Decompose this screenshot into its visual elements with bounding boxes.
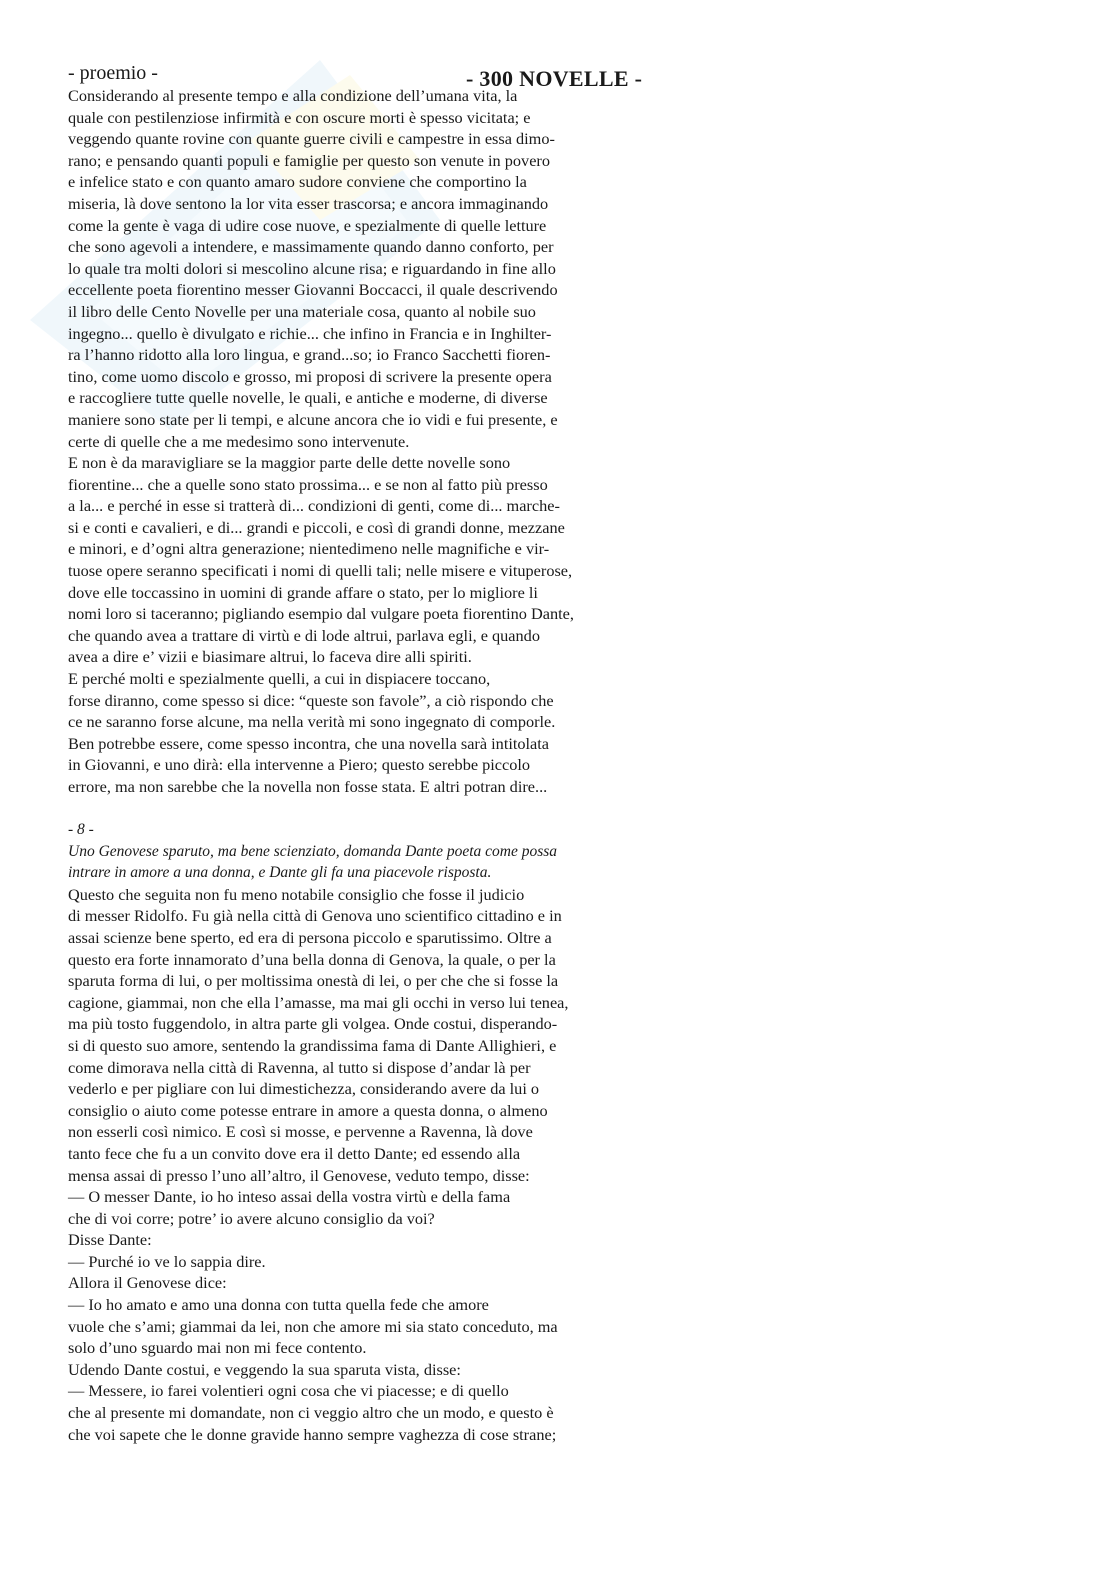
text-line: mensa assai di presso l’uno all’altro, il Genovese, veduto tempo, disse:	[68, 1165, 530, 1185]
text-line: e raccogliere tutte quelle novelle, le quali, e antiche e moderne, di diverse	[68, 388, 548, 408]
text-line: rano; e pensando quanti populi e famiglie per questo son venute in povero	[68, 150, 550, 170]
text-line: errore, ma non sarebbe che la novella non fosse stata. E altri potran dire...	[68, 777, 548, 796]
text-line: Udendo Dante costui, e veggendo la sua sparuta vista, disse:	[68, 1359, 461, 1379]
text-line: che voi sapete che le donne gravide hanno sempre vaghezza di cose strane;	[68, 1424, 557, 1444]
text-line: tuose opere seranno specificati i nomi di quelli tali; nelle misere e vituperose,	[68, 561, 573, 581]
text-line: che quando avea a trattare di virtù e di lode altrui, parlava egli, e quando	[68, 625, 540, 645]
text-line: lo quale tra molti dolori si mescolino alcune risa; e riguardando in fine allo	[68, 258, 556, 278]
text-line: vuole che s’ami; giammai da lei, non che amore mi sia stato conceduto, ma	[68, 1316, 558, 1336]
text-line: e infelice stato e con quanto amaro sudore conviene che comportino la	[68, 172, 527, 192]
text-line: certe di quelle che a me medesimo sono intervenute.	[68, 431, 410, 451]
text-line: questo era forte innamorato d’una bella donna di Genova, la quale, o per la	[68, 949, 556, 969]
text-line: e minori, e d’ogni altra generazione; nientedimeno nelle magnifiche e vir-	[68, 539, 550, 559]
text-line: assai scienze bene sperto, ed era di persona piccolo e sparutissimo. Oltre a	[68, 927, 552, 947]
text-line: che sono agevoli a intendere, e massimamente quando danno conforto, per	[68, 237, 554, 257]
text-line: vederlo e per pigliare con lui dimestichezza, considerando avere da lui o	[68, 1079, 540, 1099]
text-line: — O messer Dante, io ho inteso assai della vostra virtù e della fama	[68, 1187, 511, 1207]
text-line: E perché molti e spezialmente quelli, a cui in dispiacere toccano,	[68, 669, 491, 689]
section-label-proemio: - proemio -	[68, 62, 158, 84]
text-line: nomi loro si taceranno; pigliando esempio dal vulgare poeta fiorentino Dante,	[68, 604, 574, 624]
proemio-text	[68, 85, 688, 798]
text-line: non esserli così nimico. E così si mosse, e pervenne a Ravenna, là dove	[68, 1122, 533, 1142]
text-line: consiglio o aiuto come potesse entrare in amore a questa donna, o almeno	[68, 1100, 548, 1120]
text-line: che al presente mi domandate, non ci veggio altro che un modo, e questo è	[68, 1403, 554, 1423]
text-line: Ben potrebbe essere, come spesso incontra, che una novella sarà intitolata	[68, 733, 550, 753]
text-line: forse diranno, come spesso si dice: “queste son favole”, a ciò rispondo che	[68, 690, 554, 710]
text-line: — Messere, io farei volentieri ogni cosa che vi piacesse; e di quello	[68, 1381, 509, 1401]
text-line: solo d’uno sguardo mai non mi fece contento.	[68, 1338, 367, 1358]
proemio-section	[68, 62, 688, 798]
page-title: - 300 NOVELLE -	[466, 66, 643, 91]
text-line: che di voi corre; potre’ io avere alcuno consiglio da voi?	[68, 1208, 435, 1228]
text-line: di messer Ridolfo. Fu già nella città di Genova uno scientifico cittadino e in	[68, 906, 562, 926]
text-line: Disse Dante:	[68, 1230, 152, 1250]
text-line: E non è da maravigliare se la maggior parte delle dette novelle sono	[68, 453, 511, 473]
text-line: tino, come uomo discolo e grosso, mi proposi di scrivere la presente opera	[68, 366, 552, 386]
text-line: ce ne saranno forse alcune, ma nella verità mi sono ingegnato di comporle.	[68, 712, 556, 732]
text-line: dove elle toccassino in uomini di grande affare o stato, per lo migliore li	[68, 582, 538, 602]
text-line: — Io ho amato e amo una donna con tutta quella fede che amore	[68, 1295, 489, 1315]
novella-text	[68, 884, 688, 1445]
text-line: cagione, giammai, non che ella l’amasse, ma mai gli occhi in verso lui tenea,	[68, 992, 569, 1012]
text-line: Allora il Genovese dice:	[68, 1273, 227, 1293]
text-line: ma più tosto fuggendolo, in altra parte gli volgea. Onde costui, disperando-	[68, 1014, 558, 1034]
text-line: ingegno... quello è divulgato e richie... che infino in Francia e in Inghilter-	[68, 323, 552, 343]
novella-8-section	[68, 818, 688, 1446]
text-line: come la gente è vaga di udire cose nuove, e spezialmente di quelle letture	[68, 215, 547, 235]
text-line: come dimorava nella città di Ravenna, al tutto si dispose d’andar là per	[68, 1057, 531, 1077]
text-line: ra l’hanno ridotto alla loro lingua, e grand...so; io Franco Sacchetti fioren-	[68, 345, 551, 365]
text-line: si di questo suo amore, sentendo la grandissima fama di Dante Allighieri, e	[68, 1035, 557, 1055]
text-line: eccellente poeta fiorentino messer Giovanni Boccacci, il quale descrivendo	[68, 280, 558, 300]
text-line: veggendo quante rovine con quante guerre civili e campestre in essa dimo-	[68, 129, 555, 149]
text-line: Considerando al presente tempo e alla condizione dell’umana vita, la	[68, 86, 518, 105]
section-spacer	[68, 798, 688, 818]
text-line: sparuta forma di lui, o per moltissima onestà di lei, o per che che si fosse la	[68, 971, 559, 991]
text-line: il libro delle Cento Novelle per una materiale cosa, quanto al nobile suo	[68, 301, 536, 321]
novella-subtitle	[68, 841, 688, 884]
text-line: — Purché io ve lo sappia dire.	[68, 1251, 266, 1271]
text-line: avea a dire e’ vizii e biasimare altrui, lo faceva dire alli spiriti.	[68, 647, 472, 667]
subtitle-line: Uno Genovese sparuto, ma bene scienziato, domanda Dante poeta come possa	[68, 842, 558, 860]
text-line: maniere sono state per li tempi, e alcune ancora che io vidi e fui presente, e	[68, 409, 558, 429]
subtitle-line: intrare in amore a una donna, e Dante gli fa una piacevole risposta.	[68, 864, 492, 882]
text-line: si e conti e cavalieri, e di... grandi e piccoli, e così di grandi donne, mezzane	[68, 517, 565, 537]
text-line: in Giovanni, e uno dirà: ella intervenne a Piero; questo serebbe piccolo	[68, 755, 531, 775]
text-line: a la... e perché in esse si tratterà di... condizioni di genti, come di... marche-	[68, 496, 560, 516]
text-line: quale con pestilenziose infirmità e con oscure morti è spesso vicitata; e	[68, 107, 531, 127]
document-body	[68, 62, 688, 1445]
text-line: fiorentine... che a quelle sono stato prossima... e se non al fatto più presso	[68, 474, 548, 494]
text-line: tanto fece che fu a un convito dove era il detto Dante; ed essendo alla	[68, 1143, 521, 1163]
text-line: Questo che seguita non fu meno notabile consiglio che fosse il judicio	[68, 884, 525, 904]
section-label-novella-8: - 8 -	[68, 820, 94, 838]
text-line: miseria, là dove sentono la lor vita esser trascorsa; e ancora immaginando	[68, 193, 549, 213]
